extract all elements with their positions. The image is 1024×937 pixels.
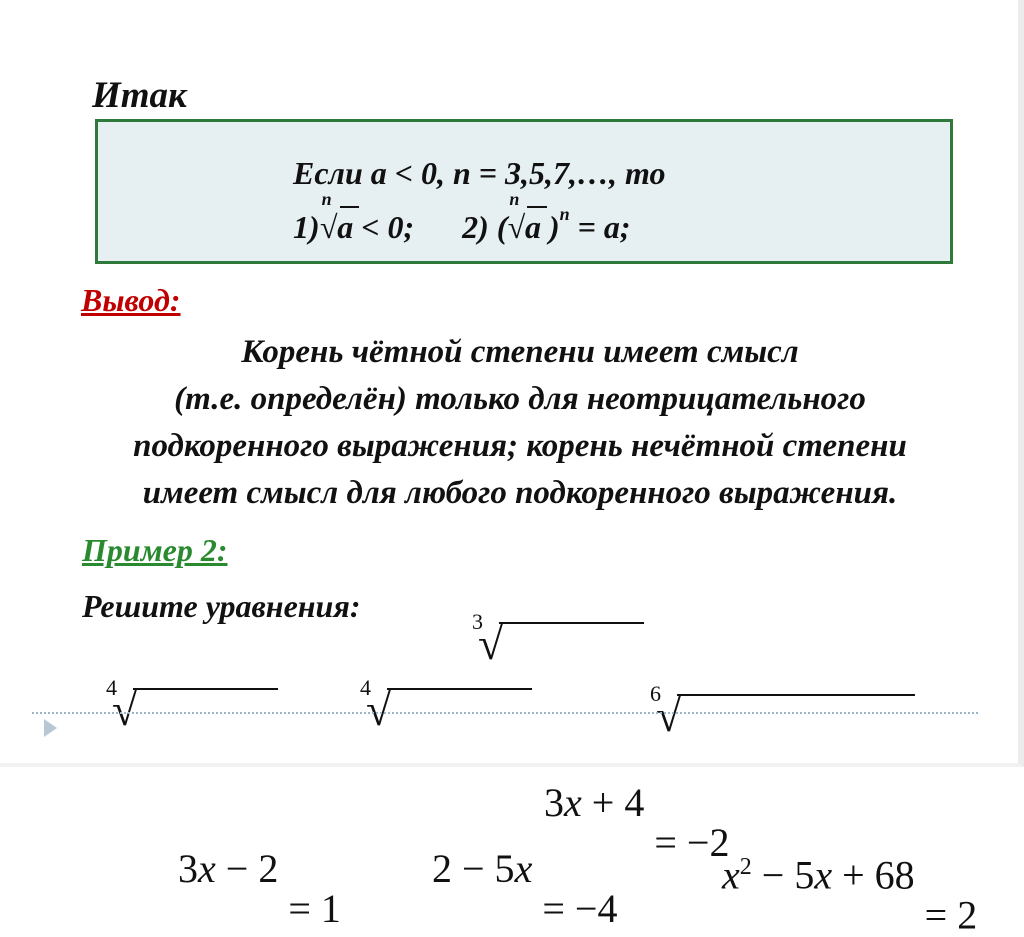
equation-1-vinculum [499,622,644,624]
conclusion-text [30,329,1010,517]
radical-sign-icon: √ [366,684,392,735]
radical-sign-icon: √ [112,684,138,735]
item2-radicand: a [524,209,541,245]
item1-prefix: 1) [293,209,320,245]
item1-root: n √ a [320,209,354,246]
equation-1-index: 3 [472,609,483,634]
conclusion-line-1: Корень чётной степени имеет смысл [241,334,799,370]
instruction-text: Решите уравнения: [82,588,361,624]
equation-3-vinculum [387,688,532,690]
equation-4-rhs: = 2 [914,892,978,937]
item2-root: n √ a [507,209,541,246]
equation-2-rhs: = 1 [278,886,341,931]
equation-3-index: 4 [360,675,371,700]
equation-3-radical: 4 √ 2 − 5x [360,675,533,891]
equation-1-radical: 3 √ 3x + 4 [472,609,645,825]
item2-prefix: 2) ( [462,209,508,245]
next-slide-arrow-icon[interactable] [44,719,57,737]
equation-4-index: 6 [650,681,661,706]
summary-box [95,119,953,264]
equation-3 [340,649,617,929]
equation-4 [630,655,977,935]
equation-2-radical: 4 √ 3x − 2 [106,675,279,891]
item2-power: n [559,204,570,225]
equation-2 [86,649,341,929]
item1-root-index: n [321,189,332,209]
item2-close: ) [540,209,560,245]
item1-vinculum [340,206,360,208]
item2-suffix: = a; [569,209,631,245]
slide-title: Итак [92,75,187,116]
footer-divider [32,712,978,714]
equation-2-index: 4 [106,675,117,700]
conclusion-line-3: подкоренного выражения; корень нечётной степени [133,428,907,464]
radical-sign-icon: √ [478,618,504,669]
equation-3-rhs: = −4 [532,886,618,931]
summary-line-1: Если a < 0, n = 3,5,7,…, то [293,155,666,191]
conclusion-line-4: имеет смысл для любого подкоренного выражения. [142,475,898,511]
conclusion-line-2: (т.е. определён) только для неотрицательного [174,381,866,417]
equation-4-vinculum [677,694,915,696]
equation-2-vinculum [133,688,278,690]
item1-radicand: a [337,209,354,245]
conclusion-label: Вывод: [81,282,181,318]
summary-line-2 [293,189,631,246]
radical-sign-icon: √ [656,690,682,741]
item2-root-index: n [509,189,520,209]
item2-vinculum [527,206,547,208]
equation-4-radical: 6 √ $x^2 - 5x + 68$ [650,681,915,898]
equation-1-rhs: = −2 [644,820,730,865]
item1-suffix: < 0; [353,209,415,245]
example-label: Пример 2: [82,532,228,568]
